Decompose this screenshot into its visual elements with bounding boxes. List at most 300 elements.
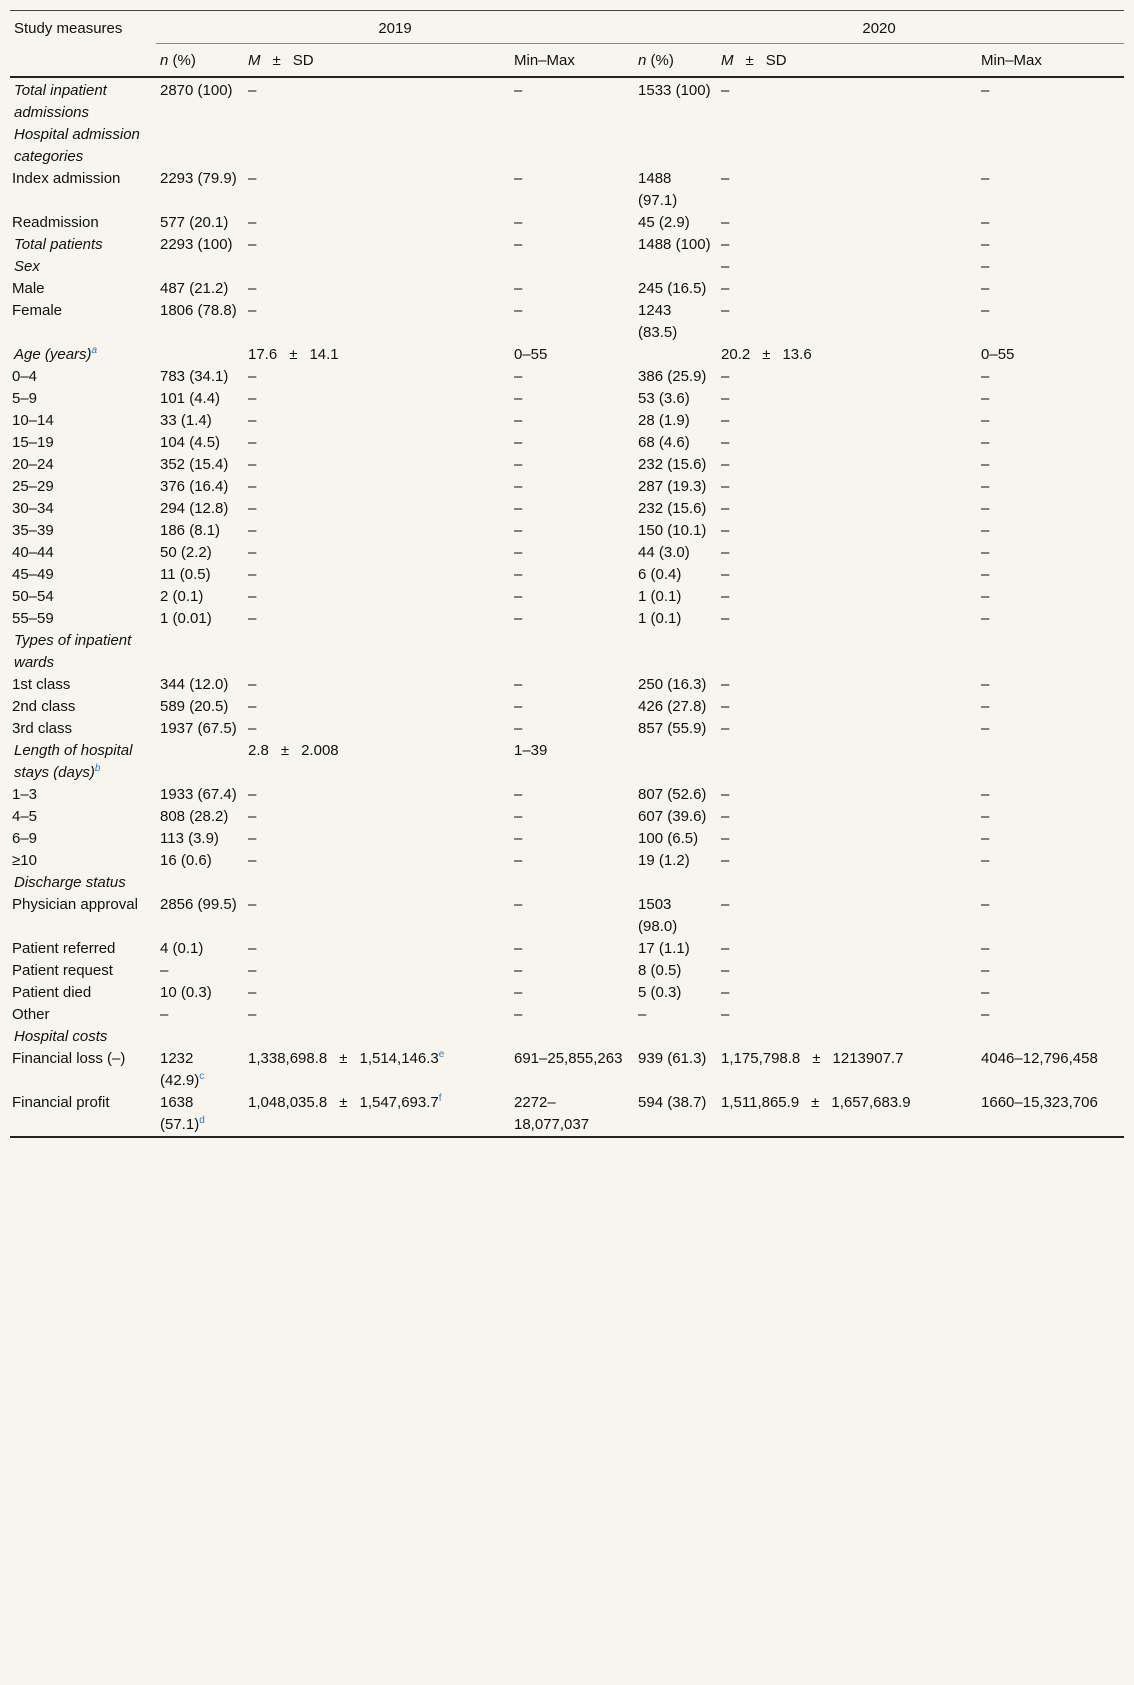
- row-label-text: Types of inpatient wards: [14, 631, 132, 671]
- cell-n-2019: [156, 344, 244, 366]
- row-label: [10, 77, 156, 124]
- header-mean-sd-2019: M ± SD: [244, 44, 510, 77]
- cell-minmax-2019: –: [514, 895, 523, 913]
- table-row: [10, 410, 1124, 432]
- row-label: [10, 982, 156, 1004]
- cell-n-2020: 1243 (83.5): [638, 301, 678, 341]
- cell-mean-sd-19: –: [248, 455, 257, 473]
- cell-n-2020: 150 (10.1): [638, 521, 707, 539]
- cell-minmax-2020: –: [981, 851, 990, 869]
- row-label: [10, 454, 156, 476]
- cell-n-2020: 594 (38.7): [634, 1092, 717, 1137]
- sd-value: 1,657,683.9: [831, 1093, 911, 1111]
- plus-minus: ±: [811, 1093, 820, 1111]
- cell-minmax-2019: –: [514, 543, 523, 561]
- cell-minmax-2019: –: [514, 939, 523, 957]
- cell-n-2020: 245 (16.5): [638, 279, 707, 297]
- cell-mean-sd-20: –: [721, 499, 730, 517]
- cell-minmax-2019: –: [514, 521, 523, 539]
- table-row: [10, 630, 1124, 674]
- row-label: [10, 498, 156, 520]
- row-label-text: 35–39: [12, 521, 54, 539]
- cell-mean-sd-20: –: [721, 587, 730, 605]
- cell-mean-sd-19: –: [248, 565, 257, 583]
- cell-mean-sd-19: –: [248, 279, 257, 297]
- cell-mean-sd-20: –: [721, 257, 730, 275]
- row-label-text: Patient died: [12, 983, 92, 1001]
- cell-n-2019: [156, 674, 244, 696]
- mean-value: 17.6: [248, 345, 278, 363]
- cell-n-2019: [156, 520, 244, 542]
- cell-mean-sd-19: –: [248, 675, 257, 693]
- cell-n-2019: [156, 586, 244, 608]
- cell-minmax-2019: –: [514, 587, 523, 605]
- cell-mean-sd-19: –: [248, 829, 257, 847]
- cell-mean-sd-20: –: [721, 829, 730, 847]
- cell-mean-sd-20: –: [721, 983, 730, 1001]
- cell-mean-sd-19: [244, 256, 510, 278]
- cell-mean-sd-20: –: [721, 543, 730, 561]
- n-value: 344 (12.0): [160, 675, 229, 693]
- cell-n-2019: [156, 256, 244, 278]
- row-label: [10, 212, 156, 234]
- table-row: [10, 674, 1124, 696]
- cell-mean-sd-19: –: [248, 961, 257, 979]
- table-row: [10, 498, 1124, 520]
- cell-minmax-2019: 1–39: [514, 741, 548, 759]
- header-blank: [10, 44, 156, 77]
- cell-n-2019: [156, 1092, 244, 1137]
- cell-minmax-2019: –: [514, 367, 523, 385]
- cell-mean-sd-20: –: [721, 169, 730, 187]
- mean-value: 1,338,698.8: [248, 1049, 328, 1067]
- cell-mean-sd-19: [244, 872, 510, 894]
- cell-minmax-2020: –: [981, 301, 990, 319]
- cell-mean-sd-20: –: [721, 367, 730, 385]
- cell-n-2020: 17 (1.1): [638, 939, 690, 957]
- cell-minmax-2019: –: [514, 411, 523, 429]
- table-row: [10, 608, 1124, 630]
- cell-n-2019: [156, 740, 244, 784]
- cell-minmax-2020: –: [981, 697, 990, 715]
- cell-mean-sd-20: –: [721, 565, 730, 583]
- cell-n-2020: 426 (27.8): [638, 697, 707, 715]
- row-label-text: 2nd class: [12, 697, 76, 715]
- table-row: [10, 740, 1124, 784]
- row-label-text: Hospital admission categories: [14, 125, 140, 165]
- cell-mean-sd-20: –: [721, 235, 730, 253]
- cell-minmax-2019: [510, 1026, 634, 1048]
- row-label: [10, 564, 156, 586]
- cell-n-2019: [156, 564, 244, 586]
- row-label: [10, 630, 156, 674]
- row-label-text: Sex: [14, 257, 40, 275]
- n-value: 1638 (57.1): [160, 1093, 200, 1133]
- row-label: [10, 696, 156, 718]
- mean-value: 2.8: [248, 741, 269, 759]
- n-value: 16 (0.6): [160, 851, 212, 869]
- table-row: [10, 300, 1124, 344]
- row-label: [10, 850, 156, 872]
- n-value: 33 (1.4): [160, 411, 212, 429]
- cell-mean-sd-19: –: [248, 719, 257, 737]
- row-label: [10, 784, 156, 806]
- cell-n-2019: [156, 1004, 244, 1026]
- cell-minmax-2019: –: [514, 279, 523, 297]
- n-value: 487 (21.2): [160, 279, 229, 297]
- row-label-text: 15–19: [12, 433, 54, 451]
- cell-minmax-2019: 0–55: [514, 345, 548, 363]
- table-row: [10, 784, 1124, 806]
- cell-n-2019: [156, 124, 244, 168]
- footnote-marker: f: [438, 1092, 442, 1104]
- cell-n-2020: 6 (0.4): [638, 565, 682, 583]
- cell-minmax-2020: –: [981, 169, 990, 187]
- n-value: 186 (8.1): [160, 521, 221, 539]
- table-row: [10, 1004, 1124, 1026]
- header-study-measures: Study measures: [10, 11, 156, 44]
- cell-minmax-2019: –: [514, 961, 523, 979]
- cell-minmax-2020: 0–55: [981, 345, 1015, 363]
- table-row: [10, 256, 1124, 278]
- cell-minmax-2020: [977, 740, 1124, 784]
- row-label: [10, 278, 156, 300]
- row-label: [10, 1004, 156, 1026]
- table-row: [10, 454, 1124, 476]
- cell-minmax-2020: –: [981, 235, 990, 253]
- cell-n-2020: 1503 (98.0): [638, 895, 678, 935]
- cell-n-2020: 232 (15.6): [638, 499, 707, 517]
- row-label-text: Total patients: [14, 235, 103, 253]
- n-value: 1232 (42.9): [160, 1049, 200, 1089]
- cell-minmax-2020: –: [981, 675, 990, 693]
- cell-minmax-2019: –: [514, 455, 523, 473]
- cell-minmax-2019: –: [514, 675, 523, 693]
- cell-minmax-2020: –: [981, 81, 990, 99]
- row-label-text: 10–14: [12, 411, 54, 429]
- cell-mean-sd-20: –: [721, 301, 730, 319]
- row-label-text: 1st class: [12, 675, 71, 693]
- cell-n-2020: 857 (55.9): [638, 719, 707, 737]
- cell-minmax-2020: [977, 872, 1124, 894]
- row-label: [10, 300, 156, 344]
- cell-n-2020: 1533 (100): [638, 81, 711, 99]
- cell-mean-sd-19: –: [248, 367, 257, 385]
- cell-minmax-2019: [510, 124, 634, 168]
- cell-mean-sd-20: –: [721, 697, 730, 715]
- table-row: [10, 850, 1124, 872]
- cell-n-2019: [156, 828, 244, 850]
- row-label-text: 25–29: [12, 477, 54, 495]
- row-label: [10, 718, 156, 740]
- cell-n-2020: 939 (61.3): [638, 1049, 707, 1067]
- cell-n-2020: 807 (52.6): [638, 785, 707, 803]
- cell-n-2020: –: [638, 1005, 647, 1023]
- mean-value: 1,511,865.9: [721, 1093, 800, 1111]
- cell-mean-sd-19: [244, 344, 510, 366]
- cell-minmax-2019: –: [514, 785, 523, 803]
- table-row: [10, 234, 1124, 256]
- plus-minus: ±: [339, 1093, 348, 1111]
- table-row: [10, 366, 1124, 388]
- cell-minmax-2020: –: [981, 565, 990, 583]
- row-label-text: Female: [12, 301, 63, 319]
- header-n-pct-2020: n (%): [634, 44, 717, 77]
- n-value: 10 (0.3): [160, 983, 212, 1001]
- row-label-text: 55–59: [12, 609, 54, 627]
- cell-minmax-2019: –: [514, 433, 523, 451]
- cell-n-2020: 232 (15.6): [638, 455, 707, 473]
- cell-n-2020: 386 (25.9): [638, 367, 707, 385]
- cell-minmax-2019: 2272–18,077,037: [510, 1092, 634, 1137]
- cell-minmax-2019: –: [514, 807, 523, 825]
- n-value: 4 (0.1): [160, 939, 204, 957]
- cell-minmax-2019: –: [514, 719, 523, 737]
- mean-value: 20.2: [721, 345, 751, 363]
- row-label-text: Hospital costs: [14, 1027, 108, 1045]
- row-label: [10, 168, 156, 212]
- row-label-text: 30–34: [12, 499, 54, 517]
- cell-mean-sd-19: –: [248, 785, 257, 803]
- cell-mean-sd-19: –: [248, 213, 257, 231]
- cell-mean-sd-19: –: [248, 477, 257, 495]
- cell-mean-sd-20: –: [721, 1005, 730, 1023]
- cell-minmax-2019: –: [514, 169, 523, 187]
- cell-n-2019: [156, 1048, 244, 1092]
- cell-n-2020: 53 (3.6): [638, 389, 690, 407]
- cell-n-2019: [156, 454, 244, 476]
- cell-minmax-2020: –: [981, 543, 990, 561]
- cell-n-2020: 1488 (100): [638, 235, 711, 253]
- cell-minmax-2020: –: [981, 367, 990, 385]
- row-label-text: Financial profit: [12, 1093, 110, 1111]
- header-mean-sd-2020: M ± SD: [717, 44, 977, 77]
- row-label: [10, 960, 156, 982]
- n-value: 577 (20.1): [160, 213, 229, 231]
- row-label-text: Patient request: [12, 961, 113, 979]
- sd-value: 1,547,693.7: [359, 1093, 439, 1111]
- cell-n-2020: 287 (19.3): [638, 477, 707, 495]
- cell-mean-sd-19: –: [248, 939, 257, 957]
- cell-mean-sd-19: –: [248, 301, 257, 319]
- header-year-2019: 2019: [156, 11, 634, 44]
- sd-value: 13.6: [782, 345, 812, 363]
- table-row: [10, 586, 1124, 608]
- cell-mean-sd-20: –: [721, 807, 730, 825]
- plus-minus: ±: [280, 741, 290, 759]
- row-label-text: 6–9: [12, 829, 38, 847]
- cell-n-2019: [156, 982, 244, 1004]
- n-value: 113 (3.9): [160, 829, 219, 847]
- n-value: 2293 (79.9): [160, 169, 237, 187]
- row-label: [10, 388, 156, 410]
- cell-mean-sd-19: –: [248, 1005, 257, 1023]
- cell-n-2020: [634, 740, 717, 784]
- cell-mean-sd-20: –: [721, 411, 730, 429]
- row-label: [10, 1026, 156, 1048]
- row-label-text: Length of hospital stays (days): [14, 741, 133, 781]
- cell-minmax-2020: –: [981, 521, 990, 539]
- n-value: 11 (0.5): [160, 565, 211, 583]
- row-label: [10, 608, 156, 630]
- plus-minus: ±: [812, 1049, 821, 1067]
- row-label-text: 3rd class: [12, 719, 73, 737]
- sd-value: 2.008: [301, 741, 339, 759]
- cell-minmax-2020: –: [981, 477, 990, 495]
- row-label: [10, 476, 156, 498]
- cell-n-2019: [156, 806, 244, 828]
- cell-minmax-2020: –: [981, 983, 990, 1001]
- table-row: [10, 938, 1124, 960]
- cell-n-2020: [634, 344, 717, 366]
- row-label: [10, 366, 156, 388]
- cell-minmax-2019: –: [514, 565, 523, 583]
- row-label-text: 20–24: [12, 455, 54, 473]
- table-row: [10, 960, 1124, 982]
- cell-minmax-2019: –: [514, 499, 523, 517]
- row-label-text: Financial loss (–): [12, 1049, 126, 1067]
- row-label-text: 5–9: [12, 389, 38, 407]
- cell-minmax-2019: –: [514, 697, 523, 715]
- cell-minmax-2020: –: [981, 499, 990, 517]
- row-label: [10, 806, 156, 828]
- table-row: [10, 542, 1124, 564]
- cell-mean-sd-19: –: [248, 169, 257, 187]
- cell-mean-sd-20: –: [721, 477, 730, 495]
- table-row: [10, 806, 1124, 828]
- cell-mean-sd-20: –: [721, 785, 730, 803]
- cell-n-2020: [634, 124, 717, 168]
- cell-mean-sd-19: –: [248, 235, 257, 253]
- n-value: 1806 (78.8): [160, 301, 237, 319]
- cell-mean-sd-19: –: [248, 389, 257, 407]
- table-row: [10, 344, 1124, 366]
- row-label: [10, 234, 156, 256]
- table-row: [10, 77, 1124, 124]
- n-value: 2856 (99.5): [160, 895, 237, 913]
- cell-mean-sd-19: –: [248, 81, 257, 99]
- cell-minmax-2020: –: [981, 279, 990, 297]
- cell-mean-sd-20: [717, 630, 977, 674]
- cell-n-2019: [156, 498, 244, 520]
- row-label: [10, 410, 156, 432]
- cell-n-2019: [156, 234, 244, 256]
- cell-n-2020: 1 (0.1): [638, 609, 682, 627]
- cell-n-2019: [156, 168, 244, 212]
- cell-mean-sd-20: –: [721, 895, 730, 913]
- cell-n-2020: 45 (2.9): [638, 213, 690, 231]
- cell-mean-sd-20: –: [721, 719, 730, 737]
- row-label-text: Male: [12, 279, 45, 297]
- cell-mean-sd-20: –: [721, 433, 730, 451]
- cell-mean-sd-19: –: [248, 609, 257, 627]
- table-row: [10, 894, 1124, 938]
- cell-n-2020: 607 (39.6): [638, 807, 707, 825]
- table-row: [10, 1048, 1124, 1092]
- cell-mean-sd-20: [717, 1048, 977, 1092]
- cell-n-2020: [634, 1026, 717, 1048]
- table-row: [10, 982, 1124, 1004]
- cell-minmax-2019: –: [514, 301, 523, 319]
- cell-minmax-2020: –: [981, 609, 990, 627]
- cell-mean-sd-20: –: [721, 213, 730, 231]
- row-label: [10, 1048, 156, 1092]
- cell-mean-sd-20: [717, 344, 977, 366]
- row-label-text: Total inpatient admissions: [14, 81, 107, 121]
- cell-minmax-2019: –: [514, 477, 523, 495]
- cell-n-2019: [156, 608, 244, 630]
- cell-mean-sd-20: [717, 1026, 977, 1048]
- cell-minmax-2019: –: [514, 389, 523, 407]
- cell-minmax-2020: –: [981, 961, 990, 979]
- n-value: 294 (12.8): [160, 499, 229, 517]
- n-value: 1937 (67.5): [160, 719, 237, 737]
- cell-n-2019: [156, 718, 244, 740]
- row-label: [10, 1092, 156, 1137]
- cell-mean-sd-20: [717, 872, 977, 894]
- row-label-text: Other: [12, 1005, 50, 1023]
- row-label-text: Index admission: [12, 169, 121, 187]
- cell-mean-sd-19: [244, 124, 510, 168]
- cell-minmax-2019: –: [514, 81, 523, 99]
- cell-n-2019: [156, 432, 244, 454]
- cell-mean-sd-19: [244, 630, 510, 674]
- cell-mean-sd-20: –: [721, 851, 730, 869]
- cell-n-2019: [156, 938, 244, 960]
- table-row: [10, 388, 1124, 410]
- table-row: [10, 1026, 1124, 1048]
- cell-mean-sd-19: –: [248, 851, 257, 869]
- footnote-marker: c: [199, 1070, 205, 1082]
- cell-n-2019: [156, 300, 244, 344]
- cell-mean-sd-19: –: [248, 983, 257, 1001]
- cell-n-2020: 5 (0.3): [638, 983, 682, 1001]
- row-label: [10, 894, 156, 938]
- cell-n-2019: [156, 894, 244, 938]
- row-label-text: 0–4: [12, 367, 38, 385]
- n-value: 2 (0.1): [160, 587, 204, 605]
- cell-n-2020: 250 (16.3): [638, 675, 707, 693]
- cell-mean-sd-19: –: [248, 411, 257, 429]
- cell-n-2019: [156, 366, 244, 388]
- cell-n-2020: [634, 872, 717, 894]
- table-row: [10, 124, 1124, 168]
- cell-mean-sd-20: –: [721, 81, 730, 99]
- n-value: 1 (0.01): [160, 609, 212, 627]
- table-row: [10, 520, 1124, 542]
- cell-minmax-2019: –: [514, 609, 523, 627]
- row-label-text: 45–49: [12, 565, 54, 583]
- cell-mean-sd-19: –: [248, 543, 257, 561]
- row-label: [10, 674, 156, 696]
- cell-minmax-2020: [977, 124, 1124, 168]
- cell-n-2020: 44 (3.0): [638, 543, 690, 561]
- cell-n-2019: [156, 872, 244, 894]
- cell-minmax-2020: –: [981, 213, 990, 231]
- cell-n-2019: [156, 696, 244, 718]
- cell-mean-sd-19: [244, 1092, 510, 1137]
- footnote-marker: e: [438, 1048, 445, 1060]
- cell-minmax-2020: 4046–12,796,458: [981, 1049, 1098, 1067]
- cell-minmax-2020: –: [981, 389, 990, 407]
- table-row: [10, 432, 1124, 454]
- row-label: [10, 828, 156, 850]
- table-row: [10, 872, 1124, 894]
- table-row: [10, 476, 1124, 498]
- n-value: 50 (2.2): [160, 543, 212, 561]
- cell-n-2020: 1488 (97.1): [638, 169, 678, 209]
- header-minmax-2019: Min–Max: [510, 44, 634, 77]
